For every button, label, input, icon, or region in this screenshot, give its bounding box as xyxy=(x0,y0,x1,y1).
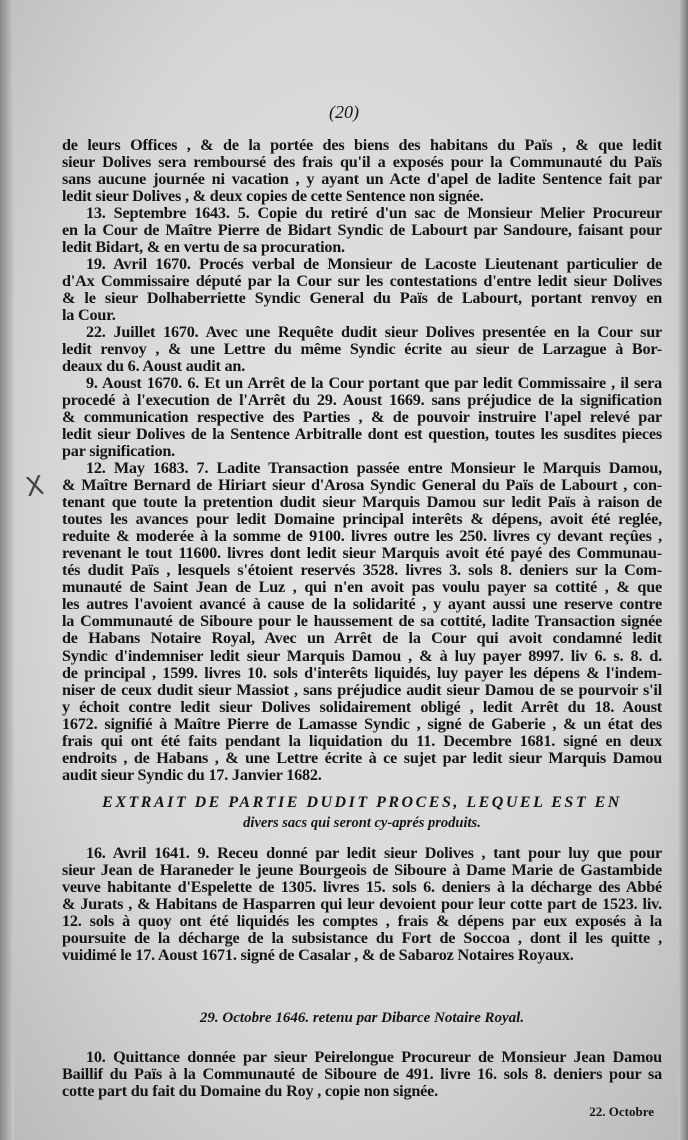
entry-1683-may xyxy=(62,460,662,784)
section-heading: EXTRAIT DE PARTIE DUDIT PROCES, LEQUEL EST EN xyxy=(102,794,622,811)
text-line: 12. sols à quoy ont été liquidés les comptes , frais & dépens par eux exposés à la xyxy=(62,912,662,931)
text-line: & le sieur Dolhaberriette Syndic General du Païs de Labourt, portant renvoy en xyxy=(62,289,662,308)
text-line: ledit Bidart, & en vertu de sa procuration. xyxy=(62,238,345,257)
text-line: 9. Aoust 1670. 6. Et un Arrêt de la Cour portant que par ledit Commissaire , il sera xyxy=(86,374,662,392)
page-right-edge xyxy=(678,0,688,1140)
page-left-edge xyxy=(0,0,14,1140)
text-line: Baillif du Païs à la Communauté de Siboure de 491. livre 16. sols 8. deniers pour sa xyxy=(62,1065,662,1084)
text-line: 13. Septembre 1643. 5. Copie du retiré d'un sac de Monsieur Melier Procureur xyxy=(86,204,662,222)
catchword: 22. Octobre xyxy=(589,1104,654,1119)
text-line: & Maître Bernard de Hiriart sieur d'Arosa Syndic General du Païs de Labourt , con- xyxy=(62,476,662,495)
text-line: 16. Avril 1641. 9. Receu donné par ledit sieur Dolives , tant pour luy que pour xyxy=(86,844,662,862)
text-line: en la Cour de Maître Pierre de Bidart Syndic de Labourt par Sandoure, faisant pour xyxy=(62,221,662,240)
text-line: tenant que toute la pretention dudit sieur Marquis Damou sur ledit Païs à raison de xyxy=(62,493,662,512)
text-line: & Jurats , & Habitans de Hasparren qui leur devoient pour leur cotte part de 1523. liv. xyxy=(62,895,662,914)
text-line: 1672. signifié à Maître Pierre de Lamasse Syndic , signé de Gaberie , & un état des xyxy=(62,714,662,733)
text-line: sans aucune journée ni vacation , y ayant un Acte d'apel de ladite Sentence fait par xyxy=(62,170,662,189)
text-line: vuidimé le 17. Aoust 1671. signé de Casalar , & de Sabaroz Notaires Royaux. xyxy=(62,946,574,965)
text-line: deaux du 6. Aoust audit an. xyxy=(62,357,246,376)
paragraph-continuation xyxy=(62,137,662,205)
section-subheading: divers sacs qui seront cy-aprés produits. xyxy=(243,815,481,831)
entry-1641-avril xyxy=(62,845,662,964)
text-line: reduite & moderée à la somme de 9100. livres outre les 250. livres cy devant reçûes , xyxy=(62,527,662,546)
entry-1670-aoust xyxy=(62,375,662,460)
text-line: sieur Jean de Haraneder le jeune Bourgeois de Siboure à Dame Marie de Gastambide xyxy=(62,861,662,880)
text-line: 22. Juillet 1670. Avec une Requête dudit sieur Dolives presentée en la Cour sur xyxy=(86,323,662,341)
date-subheading: 29. Octobre 1646. retenu par Dibarce Notaire Royal. xyxy=(199,1010,525,1026)
text-line: sieur Dolives sera remboursé des frais qu'il a exposés pour la Communauté du Païs xyxy=(62,153,662,172)
text-line: cotte part du fait du Domaine du Roy , copie non signée. xyxy=(62,1082,438,1101)
entry-quittance xyxy=(62,1049,662,1100)
text-line: d'Ax Commissaire député par la Cour sur les contestations d'entre ledit sieur Dolives xyxy=(62,272,662,291)
text-line: munauté de Saint Jean de Luz , qui n'en avoit pas voulu payer sa cottité , & que xyxy=(62,578,662,597)
text-line: frais qui ont été faits pendant la liquidation du 11. Decembre 1681. signé en deux xyxy=(62,731,662,750)
page-number: (20) xyxy=(329,102,359,122)
text-line: de Habans Notaire Royal, Avec un Arrêt de la Cour qui avoit condamné ledit xyxy=(62,629,662,648)
entry-1670-avril xyxy=(62,256,662,324)
text-line: les autres l'avoient avancé à cause de la solidarité , y ayant aussi une reserve contre xyxy=(62,595,662,614)
text-line: y échoit contre ledit sieur Dolives solidairement obligé , ledit Arrêt du 18. Aoust xyxy=(62,697,662,716)
margin-mark: X xyxy=(23,470,47,504)
entry-1643-septembre xyxy=(62,205,662,256)
text-line: ledit sieur Dolives de la Sentence Arbitralle dont est question, toutes les susdites pieces xyxy=(62,425,662,444)
text-line: audit sieur Syndic du 17. Janvier 1682. xyxy=(62,765,322,784)
text-line: procedé à l'execution de l'Arrêt du 29. Aoust 1669. sans préjudice de la signification xyxy=(62,391,662,410)
text-line: niser de ceux dudit sieur Massiot , sans préjudice audit sieur Damou de se pourvoir s'il xyxy=(62,680,662,699)
text-line: & communication respective des Parties , & de pouvoir instruire l'apel relevé par xyxy=(62,408,662,427)
text-line: par signification. xyxy=(62,442,176,461)
text-line: toutes les avances pour ledit Domaine principal interêts & dépens, avoit été reglée, xyxy=(62,510,662,529)
text-line: 19. Avril 1670. Procés verbal de Monsieur de Lacoste Lieutenant particulier de xyxy=(86,255,662,273)
text-line: 10. Quittance donnée par sieur Peirelongue Procureur de Monsieur Jean Damou xyxy=(86,1048,662,1066)
text-line: Syndic d'indemniser ledit sieur Marquis Damou , & à luy payer 8997. liv 6. s. 8. d. xyxy=(62,646,662,665)
text-line: endroits , de Habans , & une Lettre écrite à ce sujet par ledit sieur Marquis Damou xyxy=(62,748,662,767)
text-line: revenant le tout 11600. livres dont ledit sieur Marquis avoit été payé des Communau- xyxy=(62,544,662,563)
text-line: la Communauté de Siboure pour le haussement de sa cottité, ladite Transaction signée xyxy=(62,612,662,631)
text-line: la Cour. xyxy=(62,306,116,325)
text-line: tés dudit Païs , lesquels s'étoient reservés 3528. livres 3. sols 8. deniers sur la Com- xyxy=(62,561,662,580)
entry-1670-juillet xyxy=(62,324,662,375)
text-line: de principal , 1599. livres 10. sols d'interêts liquidés, luy payer les dépens & l'indem- xyxy=(62,663,662,682)
text-line: poursuite de la décharge de la subsistance du Fort de Soccoa , dont il les quitte , xyxy=(62,929,662,948)
text-line: 12. May 1683. 7. Ladite Transaction passée entre Monsieur le Marquis Damou, xyxy=(86,459,662,477)
text-line: veuve habitante d'Espelette de 1305. livres 15. sols 6. deniers à la décharge des Abbé xyxy=(62,878,662,897)
text-line: de leurs Offices , & de la portée des biens des habitans du Païs , & que ledit xyxy=(62,136,662,154)
text-line: ledit renvoy , & une Lettre du même Syndic écrite au sieur de Larzague à Bor- xyxy=(62,340,662,359)
text-line: ledit sieur Dolives , & deux copies de cette Sentence non signée. xyxy=(62,187,484,206)
